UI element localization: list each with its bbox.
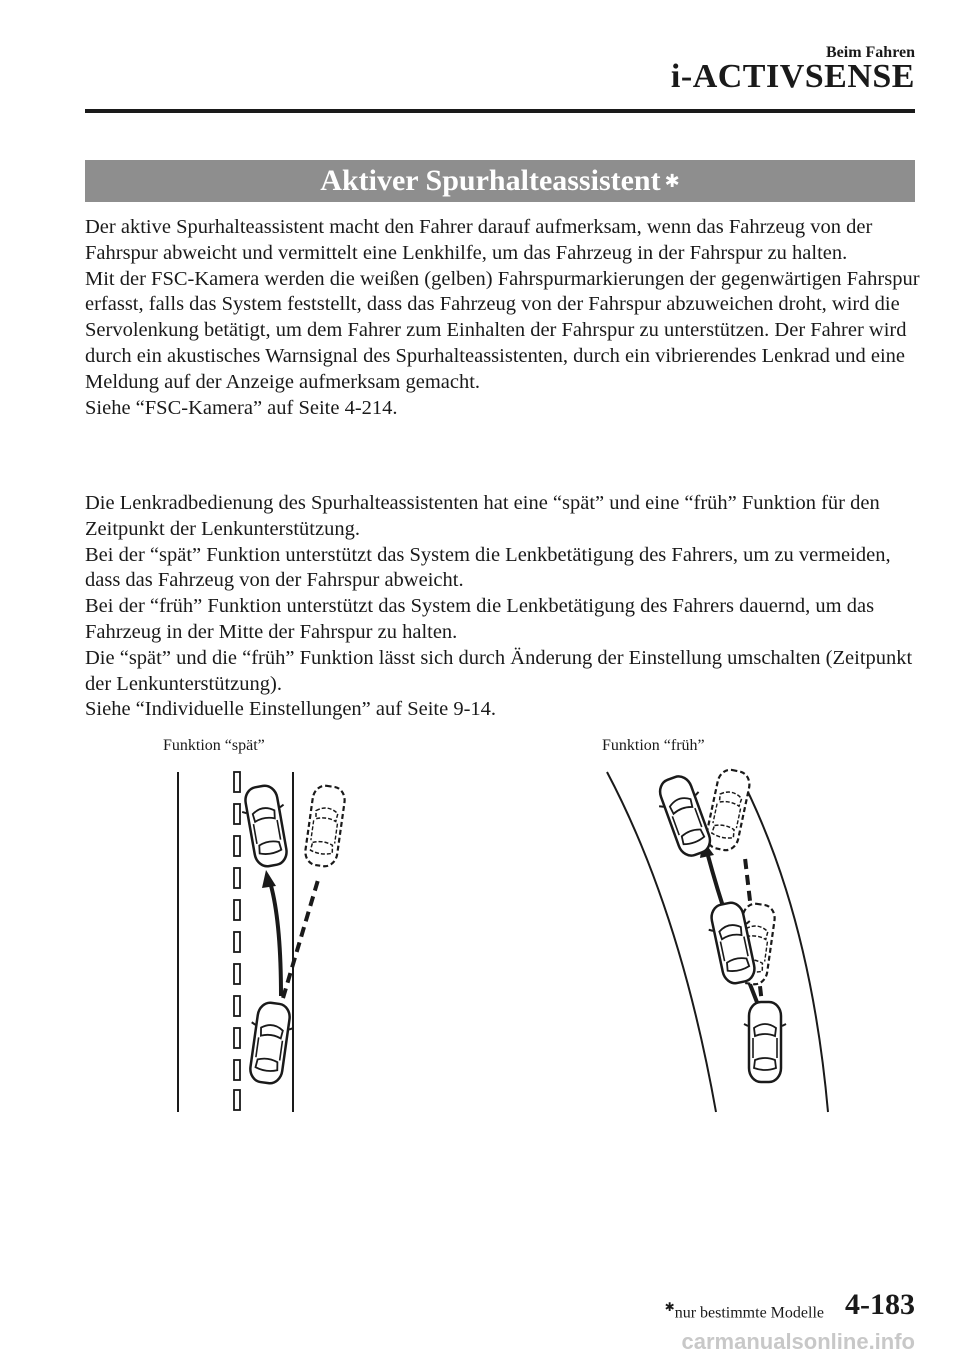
- paragraph: Mit der FSC-Kamera werden die weißen (gelben) Fahrspurmarkierungen der gegenwärtigen Fahrspur erfasst, falls das System feststellt, dass das Fahrzeug von der Fahrspur abzuweichen droht, wird die Servolenkung betätigt, um dem Fahrer zum Einhalten der Fahrspur zu unterstützen. Der Fahrer wird durch ein akustisches Warnsignal des Spurhalteassistenten, durch ein vibrierendes Lenkrad und eine Meldung auf der Anzeige aufmerksam gemacht.: [85, 267, 920, 393]
- chapter-heading: Beim Fahren: [825, 44, 915, 61]
- paragraph: Bei der “spät” Funktion unterstützt das System die Lenkbetätigung des Fahrers, um zu vermeiden, dass das Fahrzeug von der Fahrspur abweicht.: [85, 543, 891, 592]
- section-heading: i-ACTIVSENSE: [670, 58, 915, 95]
- section-title: Aktiver Spurhalteassistent: [320, 164, 661, 197]
- paragraph: Der aktive Spurhalteassistent macht den Fahrer darauf aufmerksam, wenn das Fahrzeug von der Fahrspur abweicht und vermittelt eine Lenkhilfe, um das Fahrzeug in der Fahrspur zu halten.: [85, 216, 873, 264]
- car-icon: [244, 1000, 297, 1085]
- footnote: ✱nur bestimmte Modelle: [664, 1300, 824, 1322]
- body-text-2: [85, 491, 925, 723]
- cross-reference: Siehe “FSC-Kamera” auf Seite 4-214.: [85, 396, 398, 419]
- lane-assist-figure: [0, 760, 960, 1120]
- car-ghost-icon: [704, 768, 752, 853]
- car-ghost-icon: [304, 784, 347, 868]
- figure-label-early: Funktion “früh”: [602, 737, 705, 754]
- cross-reference: Siehe “Individuelle Einstellungen” auf Seite 9-14.: [85, 698, 497, 721]
- car-icon: [238, 783, 293, 869]
- paragraph: Bei der “früh” Funktion unterstützt das System die Lenkbetätigung des Fahrers dauernd, um das Fahrzeug in der Mitte der Fahrspur zu halten.: [85, 595, 875, 643]
- section-title-bar: [85, 160, 915, 202]
- car-icon: [744, 1002, 786, 1082]
- asterisk-icon: ✱: [664, 1300, 675, 1314]
- body-text-1: [85, 215, 925, 421]
- arrowhead-icon: [262, 870, 276, 888]
- car-icon: [652, 771, 719, 861]
- page-number: 4-183: [845, 1288, 915, 1321]
- header-divider: [85, 109, 915, 113]
- watermark: carmanualsonline.info: [681, 1329, 915, 1354]
- figure-label-late: Funktion “spät”: [163, 737, 265, 754]
- lane-marking: [234, 772, 240, 1110]
- paragraph: Die “spät” und die “früh” Funktion lässt sich durch Änderung der Einstellung umschalten (Zeitpunkt der Lenkunterstützung).: [85, 646, 913, 695]
- drift-path-dashed: [283, 880, 318, 998]
- steering-path-arrow: [270, 882, 281, 996]
- paragraph: Die Lenkradbedienung des Spurhalteassistenten hat eine “spät” und eine “früh” Funktion für den Zeitpunkt der Lenkunterstützung.: [85, 492, 880, 540]
- asterisk-icon: ✱: [664, 170, 680, 191]
